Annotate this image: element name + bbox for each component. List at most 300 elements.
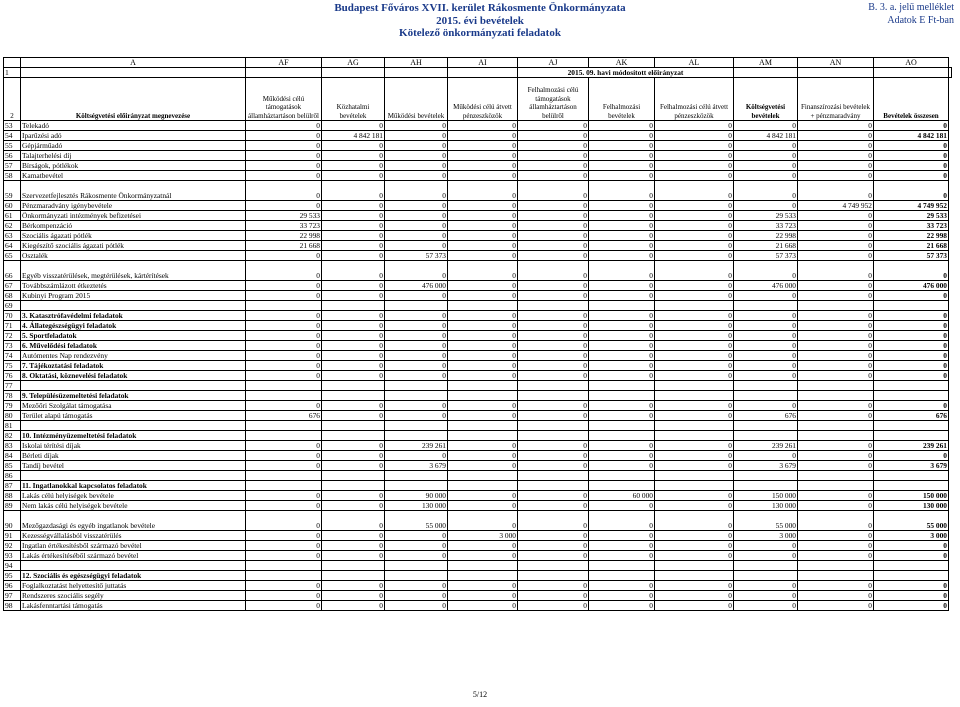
value-cell — [246, 391, 322, 401]
value-cell: 0 — [798, 511, 874, 531]
blank-cell — [734, 68, 798, 78]
value-cell: 0 — [798, 251, 874, 261]
row-number: 71 — [4, 321, 21, 331]
row-label — [21, 471, 246, 481]
value-cell: 0 — [798, 501, 874, 511]
value-cell: 3 679 — [385, 461, 448, 471]
value-cell — [385, 301, 448, 311]
value-cell: 0 — [655, 411, 734, 421]
value-cell: 0 — [448, 361, 518, 371]
row-label: Rendszeres szociális segély — [21, 591, 246, 601]
value-cell: 0 — [448, 131, 518, 141]
row-number: 68 — [4, 291, 21, 301]
row-total-cell: 0 — [874, 351, 949, 361]
value-cell: 0 — [798, 341, 874, 351]
value-cell: 0 — [246, 141, 322, 151]
value-cell: 0 — [448, 601, 518, 611]
value-cell: 0 — [246, 401, 322, 411]
value-cell — [655, 421, 734, 431]
value-cell: 0 — [655, 311, 734, 321]
row-number: 83 — [4, 441, 21, 451]
value-cell — [518, 301, 589, 311]
value-cell — [518, 571, 589, 581]
value-cell — [518, 481, 589, 491]
value-cell: 130 000 — [385, 501, 448, 511]
value-cell: 0 — [589, 441, 655, 451]
value-cell: 0 — [798, 141, 874, 151]
row-number: 94 — [4, 561, 21, 571]
value-cell: 0 — [798, 601, 874, 611]
value-cell: 0 — [385, 531, 448, 541]
value-cell — [798, 481, 874, 491]
value-cell: 0 — [322, 441, 385, 451]
value-cell: 0 — [798, 171, 874, 181]
row-label: Bérkompenzáció — [21, 221, 246, 231]
table-row — [4, 131, 952, 141]
row-number: 78 — [4, 391, 21, 401]
value-cell: 0 — [385, 591, 448, 601]
row-total-cell: 150 000 — [874, 491, 949, 501]
row-label: 7. Tájékoztatási feladatok — [21, 361, 246, 371]
value-cell: 0 — [448, 121, 518, 131]
value-cell: 0 — [448, 401, 518, 411]
row-total-cell: 0 — [874, 321, 949, 331]
value-cell — [655, 471, 734, 481]
value-cell: 0 — [655, 371, 734, 381]
column-letter: AF — [246, 58, 322, 68]
table-row — [4, 601, 952, 611]
table-row — [4, 561, 952, 571]
row-total-cell — [874, 431, 949, 441]
value-cell: 0 — [322, 221, 385, 231]
value-cell — [322, 571, 385, 581]
value-cell: 0 — [734, 451, 798, 461]
value-cell: 0 — [246, 311, 322, 321]
title-line-3: Kötelező önkormányzati feladatok — [399, 27, 561, 39]
value-cell: 0 — [518, 361, 589, 371]
row-label: Kezességvállalásból visszatérülés — [21, 531, 246, 541]
value-cell: 239 261 — [734, 441, 798, 451]
value-cell: 0 — [322, 261, 385, 281]
value-cell: 0 — [798, 411, 874, 421]
column-letter: AL — [655, 58, 734, 68]
value-cell: 0 — [655, 241, 734, 251]
table-row — [4, 251, 952, 261]
value-cell: 0 — [589, 171, 655, 181]
value-cell: 0 — [734, 361, 798, 371]
row-number: 65 — [4, 251, 21, 261]
header-row-2 — [4, 78, 952, 121]
value-cell: 0 — [385, 551, 448, 561]
value-cell: 0 — [518, 531, 589, 541]
value-cell: 0 — [518, 151, 589, 161]
value-cell: 33 723 — [734, 221, 798, 231]
value-cell — [322, 561, 385, 571]
column-letter: AH — [385, 58, 448, 68]
value-cell: 0 — [246, 351, 322, 361]
value-cell: 0 — [322, 411, 385, 421]
value-cell: 0 — [385, 141, 448, 151]
value-cell: 0 — [518, 491, 589, 501]
value-cell — [448, 571, 518, 581]
value-cell — [385, 571, 448, 581]
value-cell: 4 842 181 — [322, 131, 385, 141]
table-row — [4, 301, 952, 311]
row-number: 87 — [4, 481, 21, 491]
value-cell: 0 — [448, 511, 518, 531]
value-cell: 0 — [589, 591, 655, 601]
value-cell: 55 000 — [385, 511, 448, 531]
value-cell: 0 — [518, 311, 589, 321]
value-cell: 0 — [322, 551, 385, 561]
row-number: 76 — [4, 371, 21, 381]
value-cell: 0 — [518, 441, 589, 451]
value-cell: 0 — [385, 291, 448, 301]
value-cell: 0 — [518, 291, 589, 301]
value-cell: 0 — [518, 461, 589, 471]
value-cell: 0 — [448, 281, 518, 291]
value-cell: 0 — [322, 331, 385, 341]
value-cell: 0 — [322, 341, 385, 351]
value-cell: 0 — [734, 341, 798, 351]
column-header: Felhalmozási célú támogatások államháztartáson belülről — [518, 78, 589, 121]
value-cell — [734, 391, 798, 401]
value-cell — [655, 431, 734, 441]
value-cell — [448, 421, 518, 431]
value-cell: 0 — [385, 351, 448, 361]
table-row — [4, 261, 952, 281]
value-cell — [518, 561, 589, 571]
value-cell: 0 — [734, 181, 798, 201]
row-total-cell — [874, 481, 949, 491]
table-row — [4, 171, 952, 181]
row-label: 11. Ingatlanokkal kapcsolatos feladatok — [21, 481, 246, 491]
row-number: 90 — [4, 511, 21, 531]
value-cell — [322, 421, 385, 431]
table-row — [4, 551, 952, 561]
value-cell — [518, 391, 589, 401]
value-cell: 0 — [734, 591, 798, 601]
value-cell: 0 — [322, 231, 385, 241]
value-cell: 0 — [518, 161, 589, 171]
value-cell — [655, 391, 734, 401]
value-cell: 0 — [518, 131, 589, 141]
value-cell: 0 — [246, 491, 322, 501]
value-cell — [322, 471, 385, 481]
value-cell: 0 — [589, 151, 655, 161]
value-cell: 0 — [734, 291, 798, 301]
value-cell: 0 — [448, 331, 518, 341]
value-cell — [518, 381, 589, 391]
value-cell: 0 — [246, 531, 322, 541]
blank-cell — [21, 68, 246, 78]
value-cell: 0 — [518, 211, 589, 221]
row-number: 59 — [4, 181, 21, 201]
value-cell: 0 — [518, 221, 589, 231]
page-number: 5/12 — [472, 690, 488, 699]
table-row — [4, 511, 952, 531]
row-label: Lakásfenntartási támogatás — [21, 601, 246, 611]
title-line-2: 2015. évi bevételek — [436, 14, 524, 27]
value-cell — [655, 571, 734, 581]
value-cell: 0 — [322, 401, 385, 411]
value-cell: 57 373 — [734, 251, 798, 261]
value-cell: 0 — [798, 181, 874, 201]
value-cell: 0 — [589, 531, 655, 541]
table-row — [4, 391, 952, 401]
value-cell: 0 — [589, 321, 655, 331]
row-label: Szervezetfejlesztés Rákosmente Önkormányzatnál — [21, 181, 246, 201]
row-total-cell: 0 — [874, 261, 949, 281]
table-row — [4, 341, 952, 351]
row-total-cell: 0 — [874, 371, 949, 381]
value-cell — [798, 431, 874, 441]
value-cell — [322, 301, 385, 311]
row-number: 66 — [4, 261, 21, 281]
value-cell: 476 000 — [385, 281, 448, 291]
value-cell: 0 — [518, 401, 589, 411]
value-cell: 0 — [448, 201, 518, 211]
value-cell: 22 998 — [246, 231, 322, 241]
value-cell: 0 — [655, 591, 734, 601]
blank-cell — [322, 68, 385, 78]
value-cell: 0 — [734, 541, 798, 551]
value-cell: 0 — [246, 171, 322, 181]
row-total-cell: 22 998 — [874, 231, 949, 241]
value-cell: 0 — [448, 261, 518, 281]
row-number: 67 — [4, 281, 21, 291]
value-cell: 0 — [734, 171, 798, 181]
value-cell — [448, 391, 518, 401]
row-number: 62 — [4, 221, 21, 231]
value-cell: 0 — [798, 221, 874, 231]
row-number: 72 — [4, 331, 21, 341]
value-cell: 0 — [385, 451, 448, 461]
value-cell: 0 — [518, 141, 589, 151]
value-cell: 0 — [589, 131, 655, 141]
value-cell: 0 — [589, 261, 655, 281]
value-cell: 0 — [322, 141, 385, 151]
value-cell: 0 — [589, 361, 655, 371]
value-cell: 0 — [246, 551, 322, 561]
value-cell: 0 — [655, 341, 734, 351]
value-cell: 0 — [385, 311, 448, 321]
value-cell: 0 — [246, 361, 322, 371]
value-cell: 0 — [246, 601, 322, 611]
value-cell: 0 — [322, 161, 385, 171]
row-number: 81 — [4, 421, 21, 431]
value-cell: 0 — [322, 601, 385, 611]
row-label: Önkormányzati intézmények befizetései — [21, 211, 246, 221]
row-label: Gépjárműadó — [21, 141, 246, 151]
value-cell: 0 — [322, 371, 385, 381]
value-cell: 0 — [589, 201, 655, 211]
row-total-cell: 0 — [874, 551, 949, 561]
value-cell: 0 — [322, 291, 385, 301]
column-header: Felhalmozási bevételek — [589, 78, 655, 121]
value-cell: 0 — [589, 411, 655, 421]
value-cell: 0 — [385, 371, 448, 381]
value-cell: 0 — [589, 211, 655, 221]
value-cell: 0 — [655, 211, 734, 221]
row-label: Terület alapú támogatás — [21, 411, 246, 421]
value-cell — [322, 381, 385, 391]
row-label: Pénzmaradvány igénybevétele — [21, 201, 246, 211]
row-total-cell: 0 — [874, 121, 949, 131]
row-label: Kamatbevétel — [21, 171, 246, 181]
value-cell: 0 — [655, 231, 734, 241]
value-cell: 0 — [734, 321, 798, 331]
value-cell: 0 — [798, 581, 874, 591]
value-cell: 0 — [798, 461, 874, 471]
value-cell: 0 — [518, 541, 589, 551]
row-total-cell: 55 000 — [874, 511, 949, 531]
column-header: Költségvetési bevételek — [734, 78, 798, 121]
value-cell — [322, 431, 385, 441]
value-cell — [589, 431, 655, 441]
value-cell — [246, 471, 322, 481]
value-cell — [798, 561, 874, 571]
row-label — [21, 561, 246, 571]
value-cell — [734, 301, 798, 311]
row-number: 91 — [4, 531, 21, 541]
row-label: Autómentes Nap rendezvény — [21, 351, 246, 361]
value-cell: 0 — [655, 151, 734, 161]
title-line-1: Budapest Főváros XVII. kerület Rákosmente Önkormányzata — [334, 2, 626, 14]
value-cell: 0 — [798, 121, 874, 131]
value-cell: 3 000 — [734, 531, 798, 541]
value-cell: 21 668 — [734, 241, 798, 251]
blank-cell — [448, 68, 518, 78]
value-cell: 0 — [589, 281, 655, 291]
row-label: 5. Sportfeladatok — [21, 331, 246, 341]
period-title: 2015. 09. havi módosított előirányzat — [518, 68, 734, 78]
value-cell: 0 — [518, 241, 589, 251]
value-cell: 0 — [518, 171, 589, 181]
value-cell: 0 — [246, 341, 322, 351]
value-cell: 0 — [655, 281, 734, 291]
value-cell — [246, 431, 322, 441]
blank-cell — [949, 68, 952, 78]
value-cell: 0 — [385, 411, 448, 421]
row-label: Tandíj bevétel — [21, 461, 246, 471]
value-cell: 0 — [655, 251, 734, 261]
column-header-name: Költségvetési előirányzat megnevezése — [21, 78, 246, 121]
row-label: 3. Katasztrófavédelmi feladatok — [21, 311, 246, 321]
value-cell — [385, 421, 448, 431]
row-number: 84 — [4, 451, 21, 461]
row-total-cell: 57 373 — [874, 251, 949, 261]
row-label — [21, 421, 246, 431]
value-cell: 0 — [798, 261, 874, 281]
value-cell: 0 — [798, 401, 874, 411]
value-cell: 0 — [734, 261, 798, 281]
value-cell: 0 — [322, 581, 385, 591]
value-cell: 0 — [518, 411, 589, 421]
value-cell: 0 — [589, 601, 655, 611]
value-cell — [798, 571, 874, 581]
row-total-cell: 676 — [874, 411, 949, 421]
value-cell: 0 — [385, 131, 448, 141]
value-cell: 0 — [518, 501, 589, 511]
row-total-cell: 0 — [874, 151, 949, 161]
row-label: Talajterhelési díj — [21, 151, 246, 161]
value-cell: 0 — [589, 231, 655, 241]
value-cell: 60 000 — [589, 491, 655, 501]
table-row — [4, 151, 952, 161]
value-cell: 21 668 — [246, 241, 322, 251]
row-total-cell — [874, 381, 949, 391]
unit-note: Adatok E Ft-ban — [887, 14, 954, 26]
value-cell: 0 — [589, 401, 655, 411]
row-number: 56 — [4, 151, 21, 161]
value-cell: 4 842 181 — [734, 131, 798, 141]
table-row — [4, 401, 952, 411]
row-label: 8. Oktatási, köznevelési feladatok — [21, 371, 246, 381]
table-row — [4, 311, 952, 321]
value-cell: 0 — [448, 151, 518, 161]
row-total-cell — [874, 561, 949, 571]
value-cell: 0 — [518, 251, 589, 261]
value-cell: 0 — [385, 361, 448, 371]
row-number: 61 — [4, 211, 21, 221]
value-cell: 0 — [798, 541, 874, 551]
column-letter: AJ — [518, 58, 589, 68]
value-cell: 0 — [246, 461, 322, 471]
table-row — [4, 591, 952, 601]
value-cell: 476 000 — [734, 281, 798, 291]
row-number: 82 — [4, 431, 21, 441]
value-cell: 0 — [798, 211, 874, 221]
row-label: Ingatlan értékesítésből származó bevétel — [21, 541, 246, 551]
row-number: 57 — [4, 161, 21, 171]
blank-cell — [874, 68, 949, 78]
value-cell: 0 — [322, 461, 385, 471]
value-cell: 90 000 — [385, 491, 448, 501]
value-cell: 0 — [655, 501, 734, 511]
value-cell: 0 — [518, 181, 589, 201]
row-number: 73 — [4, 341, 21, 351]
value-cell — [589, 391, 655, 401]
value-cell: 676 — [246, 411, 322, 421]
value-cell — [589, 471, 655, 481]
value-cell — [448, 301, 518, 311]
value-cell: 0 — [655, 441, 734, 451]
value-cell: 0 — [589, 241, 655, 251]
row-total-cell: 3 000 — [874, 531, 949, 541]
value-cell: 0 — [448, 221, 518, 231]
value-cell: 22 998 — [734, 231, 798, 241]
value-cell — [655, 481, 734, 491]
value-cell: 0 — [322, 351, 385, 361]
row-label — [21, 381, 246, 391]
row-total-cell: 4 842 181 — [874, 131, 949, 141]
value-cell: 0 — [448, 541, 518, 551]
value-cell: 0 — [655, 361, 734, 371]
value-cell: 0 — [448, 231, 518, 241]
row-label: Nem lakás célú helyiségek bevétele — [21, 501, 246, 511]
value-cell: 0 — [655, 581, 734, 591]
table-row — [4, 531, 952, 541]
row-number: 92 — [4, 541, 21, 551]
table-row — [4, 431, 952, 441]
value-cell — [518, 421, 589, 431]
blank-cell — [798, 68, 874, 78]
value-cell — [798, 421, 874, 431]
value-cell: 0 — [655, 181, 734, 201]
value-cell: 0 — [798, 151, 874, 161]
table-row — [4, 181, 952, 201]
